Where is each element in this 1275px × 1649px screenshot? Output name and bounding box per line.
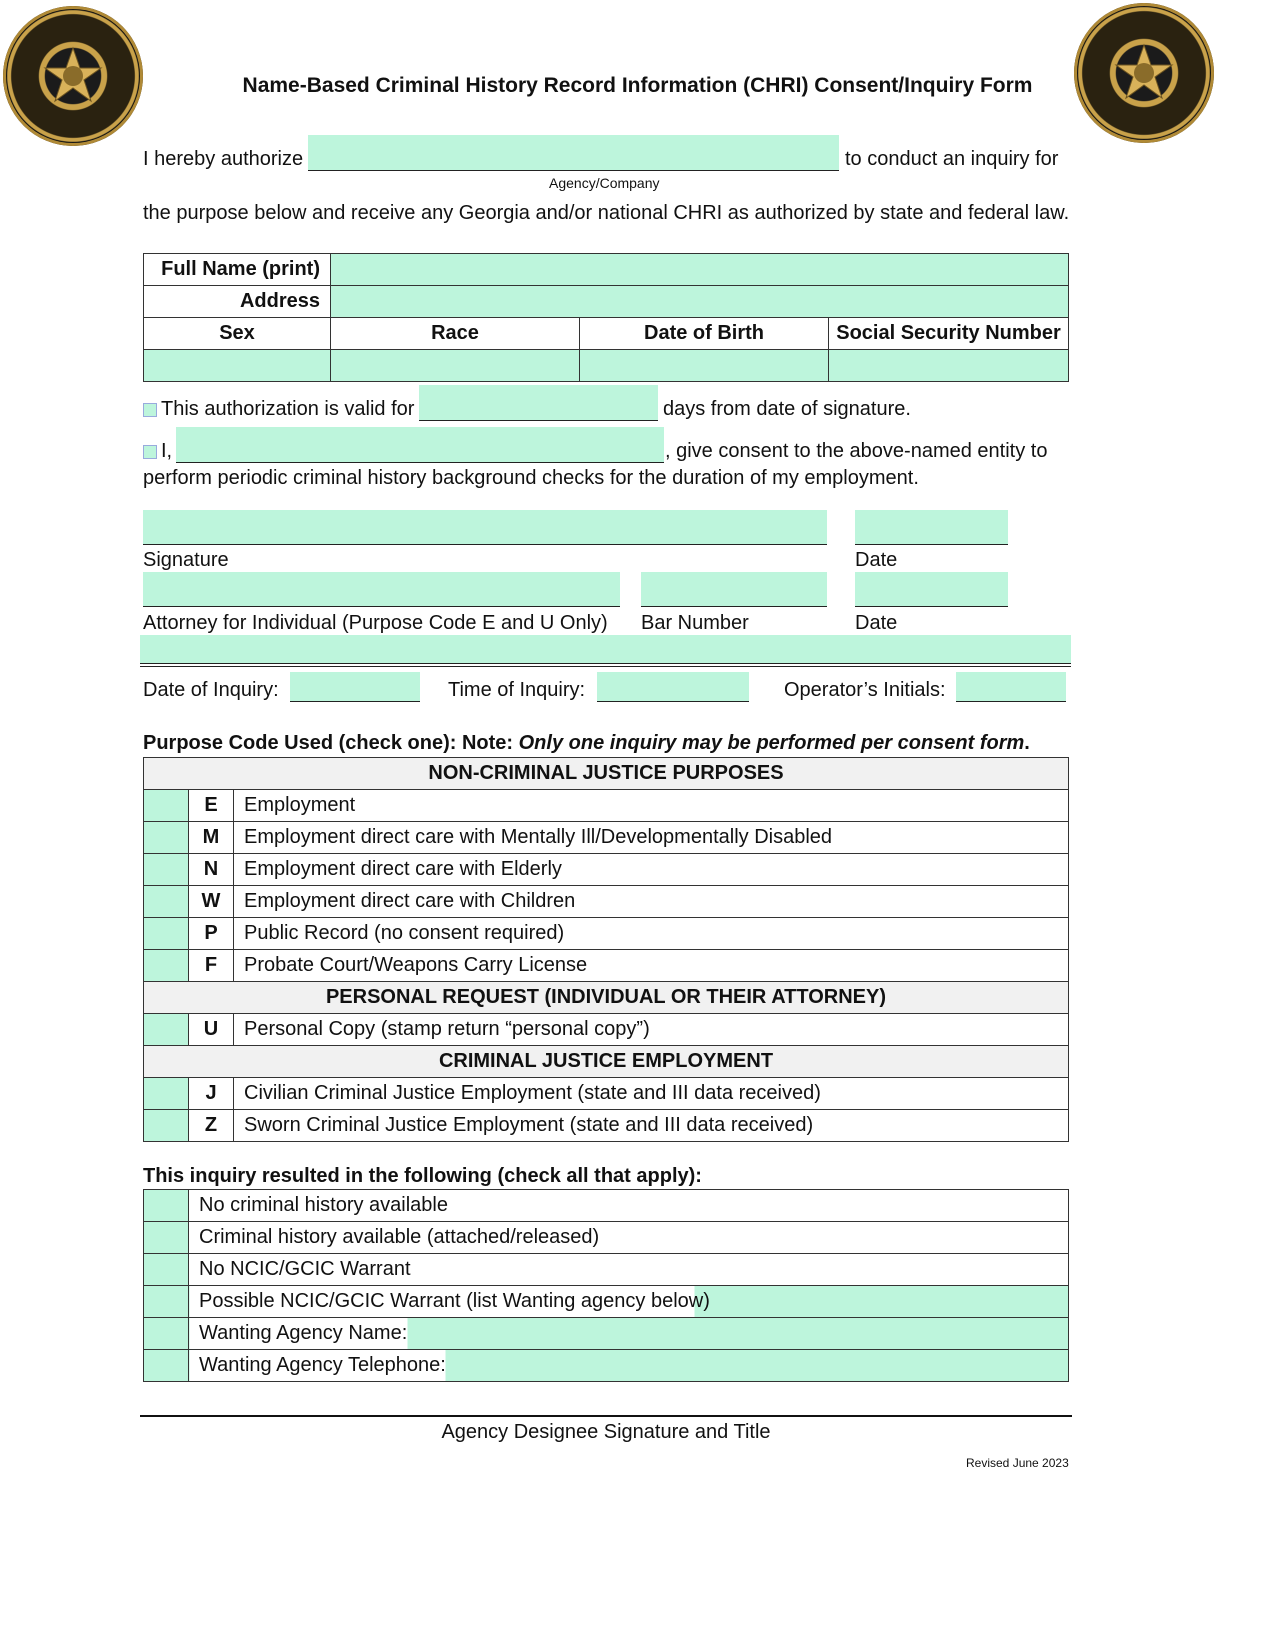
- designee-signature-line[interactable]: [140, 1415, 1072, 1417]
- table-row: [144, 854, 1069, 886]
- table-row: [144, 1350, 1069, 1382]
- consent-prefix: I,: [161, 440, 173, 462]
- purpose-code-table: [143, 757, 1069, 1142]
- purpose-code: P: [189, 918, 234, 950]
- purpose-desc: Employment direct care with Elderly: [234, 854, 1069, 886]
- star-badge-icon: [1074, 3, 1214, 143]
- person-info-table: [143, 253, 1069, 382]
- table-row: [144, 1078, 1069, 1110]
- attorney-date-field[interactable]: [855, 572, 1008, 607]
- wanting-agency-name-field[interactable]: [189, 1318, 1069, 1350]
- consent-row: [143, 440, 172, 463]
- time-of-inquiry-label: Time of Inquiry:: [448, 679, 586, 701]
- authorize-suffix: to conduct an inquiry for: [845, 148, 1059, 170]
- table-row: [144, 1254, 1069, 1286]
- result-checkbox-agency-phone[interactable]: [144, 1350, 189, 1382]
- race-label: Race: [331, 318, 580, 350]
- section-non-criminal: NON-CRIMINAL JUSTICE PURPOSES: [144, 758, 1069, 790]
- result-label: No NCIC/GCIC Warrant: [189, 1254, 1069, 1286]
- dob-field[interactable]: [580, 350, 829, 382]
- purpose-heading-bold: Purpose Code Used (check one): Note:: [143, 732, 519, 754]
- time-of-inquiry-field[interactable]: [597, 672, 749, 702]
- purpose-code: J: [189, 1078, 234, 1110]
- table-row: [144, 886, 1069, 918]
- result-label: No criminal history available: [189, 1190, 1069, 1222]
- attorney-date-label: Date: [855, 612, 898, 634]
- results-table: [143, 1189, 1069, 1382]
- dob-label: Date of Birth: [580, 318, 829, 350]
- result-checkbox-agency-name[interactable]: [144, 1318, 189, 1350]
- purpose-desc: Employment: [234, 790, 1069, 822]
- purpose-code: W: [189, 886, 234, 918]
- ssn-label: Social Security Number: [829, 318, 1069, 350]
- attorney-field[interactable]: [143, 572, 620, 607]
- table-row: [144, 1318, 1069, 1350]
- signature-date-field[interactable]: [855, 510, 1008, 545]
- result-checkbox-possible-warrant[interactable]: [144, 1286, 189, 1318]
- table-row: [144, 1190, 1069, 1222]
- consent-suffix: , give consent to the above-named entity to: [665, 440, 1048, 462]
- purpose-code: E: [189, 790, 234, 822]
- purpose-desc: Employment direct care with Children: [234, 886, 1069, 918]
- revised-date: Revised June 2023: [966, 1456, 1069, 1470]
- purpose-heading-note: Only one inquiry may be performed per consent form: [518, 732, 1025, 754]
- ssn-field[interactable]: [829, 350, 1069, 382]
- possible-warrant-row[interactable]: [189, 1286, 1069, 1318]
- purpose-checkbox-n[interactable]: [144, 854, 189, 886]
- table-row: [144, 918, 1069, 950]
- bar-number-field[interactable]: [641, 572, 827, 607]
- purpose-checkbox-u[interactable]: [144, 1014, 189, 1046]
- table-row: [144, 1110, 1069, 1142]
- bar-number-label: Bar Number: [641, 612, 749, 634]
- purpose-checkbox-m[interactable]: [144, 822, 189, 854]
- purpose-checkbox-p[interactable]: [144, 918, 189, 950]
- sex-field[interactable]: [144, 350, 331, 382]
- purpose-checkbox-f[interactable]: [144, 950, 189, 982]
- table-row: [144, 1286, 1069, 1318]
- address-field[interactable]: [331, 286, 1069, 318]
- purpose-code: F: [189, 950, 234, 982]
- result-checkbox-no-warrant[interactable]: [144, 1254, 189, 1286]
- sex-label: Sex: [144, 318, 331, 350]
- result-label: Wanting Agency Name:: [199, 1322, 408, 1344]
- office-use-band[interactable]: [140, 635, 1071, 663]
- authorize-prefix: I hereby authorize: [143, 148, 304, 170]
- sheriff-seal-right: [1074, 3, 1214, 143]
- validity-checkbox[interactable]: [143, 403, 157, 417]
- date-of-inquiry-label: Date of Inquiry:: [143, 679, 279, 701]
- result-label: Criminal history available (attached/released): [189, 1222, 1069, 1254]
- validity-prefix: This authorization is valid for: [161, 398, 415, 420]
- signature-date-label: Date: [855, 549, 898, 571]
- purpose-code: M: [189, 822, 234, 854]
- date-of-inquiry-field[interactable]: [290, 672, 420, 702]
- validity-suffix: days from date of signature.: [663, 398, 911, 420]
- validity-row: [143, 398, 414, 421]
- section-criminal-justice: CRIMINAL JUSTICE EMPLOYMENT: [144, 1046, 1069, 1078]
- purpose-desc: Sworn Criminal Justice Employment (state and III data received): [234, 1110, 1069, 1142]
- signature-label: Signature: [143, 549, 229, 571]
- section-personal-request: PERSONAL REQUEST (INDIVIDUAL OR THEIR ATTORNEY): [144, 982, 1069, 1014]
- consent-name-field[interactable]: [176, 427, 664, 463]
- agency-company-caption: Agency/Company: [549, 175, 660, 191]
- purpose-code: U: [189, 1014, 234, 1046]
- attorney-label: Attorney for Individual (Purpose Code E and U Only): [143, 612, 608, 634]
- form-title: Name-Based Criminal History Record Information (CHRI) Consent/Inquiry Form: [242, 74, 1033, 97]
- result-label: Wanting Agency Telephone:: [199, 1354, 446, 1376]
- purpose-desc: Civilian Criminal Justice Employment (state and III data received): [234, 1078, 1069, 1110]
- table-row: [144, 1014, 1069, 1046]
- section-divider: [140, 663, 1071, 667]
- validity-days-field[interactable]: [419, 385, 658, 421]
- table-row: [144, 790, 1069, 822]
- purpose-desc: Probate Court/Weapons Carry License: [234, 950, 1069, 982]
- full-name-field[interactable]: [331, 254, 1069, 286]
- consent-line2: perform periodic criminal history background checks for the duration of my employment.: [143, 467, 919, 489]
- designee-label: Agency Designee Signature and Title: [441, 1421, 771, 1443]
- purpose-desc: Employment direct care with Mentally Ill/Developmentally Disabled: [234, 822, 1069, 854]
- purpose-code: Z: [189, 1110, 234, 1142]
- table-row: [144, 950, 1069, 982]
- result-checkbox-no-history[interactable]: [144, 1190, 189, 1222]
- purpose-checkbox-e[interactable]: [144, 790, 189, 822]
- purpose-heading: [143, 732, 1030, 755]
- purpose-checkbox-j[interactable]: [144, 1078, 189, 1110]
- result-label: Possible NCIC/GCIC Warrant (list Wanting agency below): [199, 1290, 710, 1312]
- results-heading: This inquiry resulted in the following (check all that apply):: [143, 1165, 702, 1187]
- purpose-desc: Personal Copy (stamp return “personal copy”): [234, 1014, 1069, 1046]
- purpose-desc: Public Record (no consent required): [234, 918, 1069, 950]
- operator-initials-field[interactable]: [956, 672, 1066, 702]
- purpose-checkbox-w[interactable]: [144, 886, 189, 918]
- full-name-label: Full Name (print): [144, 254, 331, 286]
- authorize-line2: the purpose below and receive any Georgia and/or national CHRI as authorized by state and federal law.: [143, 202, 1070, 224]
- purpose-checkbox-z[interactable]: [144, 1110, 189, 1142]
- result-checkbox-history[interactable]: [144, 1222, 189, 1254]
- wanting-agency-phone-field[interactable]: [189, 1350, 1069, 1382]
- purpose-heading-end: .: [1024, 732, 1030, 754]
- consent-checkbox[interactable]: [143, 445, 157, 459]
- table-row: [144, 1222, 1069, 1254]
- address-label: Address: [144, 286, 331, 318]
- agency-company-field[interactable]: [308, 135, 839, 171]
- purpose-code: N: [189, 854, 234, 886]
- signature-field[interactable]: [143, 510, 827, 545]
- operator-initials-label: Operator’s Initials:: [784, 679, 946, 701]
- race-field[interactable]: [331, 350, 580, 382]
- table-row: [144, 822, 1069, 854]
